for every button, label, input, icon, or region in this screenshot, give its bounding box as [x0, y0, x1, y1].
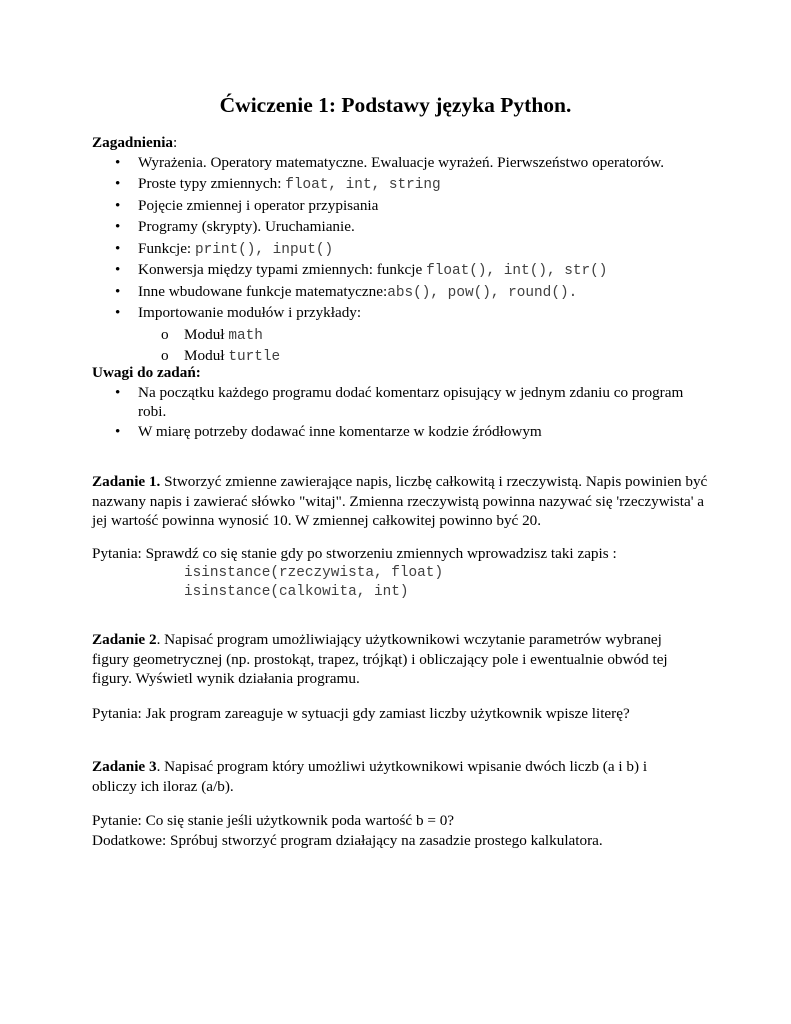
task2-question-section [92, 704, 722, 724]
topic-text: Konwersja między typami zmiennych: funkcje [138, 261, 427, 278]
bullet-icon: • [115, 261, 121, 278]
topic-text: Wyrażenia. Operatory matematyczne. Ewaluacje wyrażeń. Pierwszeństwo operatorów. [138, 153, 665, 171]
task3-section [92, 757, 682, 796]
task1-question: Pytania: Sprawdź co się stanie gdy po stworzeniu zmiennych wprowadzisz taki zapis : [92, 545, 617, 562]
bullet-icon: • [115, 218, 121, 235]
topic-item [92, 153, 712, 175]
bullet-icon: • [115, 383, 121, 401]
task1-section [92, 472, 722, 531]
bullet-icon: • [115, 239, 121, 257]
topic-text: Importowanie modułów i przykłady: [138, 304, 362, 321]
remarks-heading: Uwagi do zadań: [92, 364, 201, 381]
task1-label: Zadanie 1. [92, 473, 161, 490]
topic-item [92, 217, 712, 239]
circle-bullet-icon: o [161, 325, 169, 343]
task3-label: Zadanie 3 [92, 758, 157, 775]
task1-code-line1: isinstance(rzeczywista, float) [184, 564, 444, 581]
topic-code: float, int, string [285, 177, 441, 193]
bullet-icon: • [115, 153, 121, 171]
topic-item [92, 239, 712, 261]
topic-text: Proste typy zmiennych: [138, 175, 286, 192]
topic-text: Funkcje: [138, 239, 195, 257]
task1-code-line2: isinstance(calkowita, int) [184, 584, 409, 600]
task1-text: Stworzyć zmienne zawierające napis, liczbę całkowitą i rzeczywistą. Napis powinien być nazwany napis i zawierać słówko "witaj". Zmienna rzeczywistą powinna nazywać się 'rzeczywista' a jej wartość powinna wynosić 10. W zmiennej całkowitej powinno być 20. [92, 473, 708, 529]
task3-question-section [92, 811, 722, 850]
task1-description [92, 472, 722, 531]
bullet-icon: • [115, 304, 121, 321]
task2-text: . Napisać program umożliwiający użytkownikowi wczytanie parametrów wybranej figury geometrycznej (np. prostokąt, trapez, trójkąt) i obliczający pole i ewentualnie obwód tej figury. Wyświetl wynik działania programu. [92, 631, 668, 687]
topic-item [92, 174, 712, 196]
topics-sublist [92, 325, 712, 368]
task3-extra: Dodatkowe: Spróbuj stworzyć program działający na zasadzie prostego kalkulatora. [92, 831, 603, 849]
remark-item [92, 422, 702, 442]
topic-item [92, 260, 712, 282]
topic-code: float(), int(), str() [426, 263, 608, 279]
task2-section [92, 630, 692, 689]
topics-heading: Zagadnienia [92, 134, 174, 151]
subtopic-item [92, 325, 712, 347]
remark-item [92, 383, 702, 422]
topic-text: Programy (skrypty). Uruchamianie. [138, 218, 355, 235]
page-title: Ćwiczenie 1: Podstawy języka Python. [219, 93, 572, 117]
subtopic-code: turtle [228, 349, 281, 365]
bullet-icon: • [115, 196, 121, 214]
task2-label: Zadanie 2 [92, 631, 157, 648]
bullet-icon: • [115, 175, 121, 192]
task3-text: . Napisać program który umożliwi użytkownikowi wpisanie dwóch liczb (a i b) i obliczy ich iloraz (a/b). [92, 758, 648, 795]
circle-bullet-icon: o [161, 347, 169, 364]
subtopic-text: Moduł [184, 325, 229, 343]
remarks-section [92, 363, 702, 441]
remarks-list [92, 383, 702, 442]
bullet-icon: • [115, 282, 121, 300]
topic-code: abs(), pow(), round(). [387, 284, 578, 301]
remark-text: Na początku każdego programu dodać komentarz opisujący w jednym zdaniu co program robi. [138, 383, 684, 420]
topics-heading-line [92, 133, 712, 153]
topics-list [92, 153, 712, 325]
topic-item [92, 282, 712, 304]
task3-description [92, 757, 682, 796]
topic-text: Pojęcie zmiennej i operator przypisania [138, 196, 379, 214]
topic-text: Inne wbudowane funkcje matematyczne: [138, 282, 388, 300]
topics-section [92, 133, 712, 368]
topics-heading-colon: : [173, 134, 178, 151]
topic-item [92, 196, 712, 218]
task2-description [92, 630, 692, 689]
task2-question: Pytania: Jak program zareaguje w sytuacji gdy zamiast liczby użytkownik wpisze literę? [92, 705, 630, 722]
subtopic-text: Moduł [184, 347, 229, 364]
topic-item [92, 303, 712, 325]
subtopic-code: math [228, 327, 263, 344]
task1-question-section [92, 544, 722, 603]
bullet-icon: • [115, 422, 121, 440]
task3-question: Pytanie: Co się stanie jeśli użytkownik poda wartość b = 0? [92, 812, 455, 829]
remark-text: W miarę potrzeby dodawać inne komentarze w kodzie źródłowym [138, 422, 542, 440]
topic-code: print(), input() [194, 241, 334, 258]
